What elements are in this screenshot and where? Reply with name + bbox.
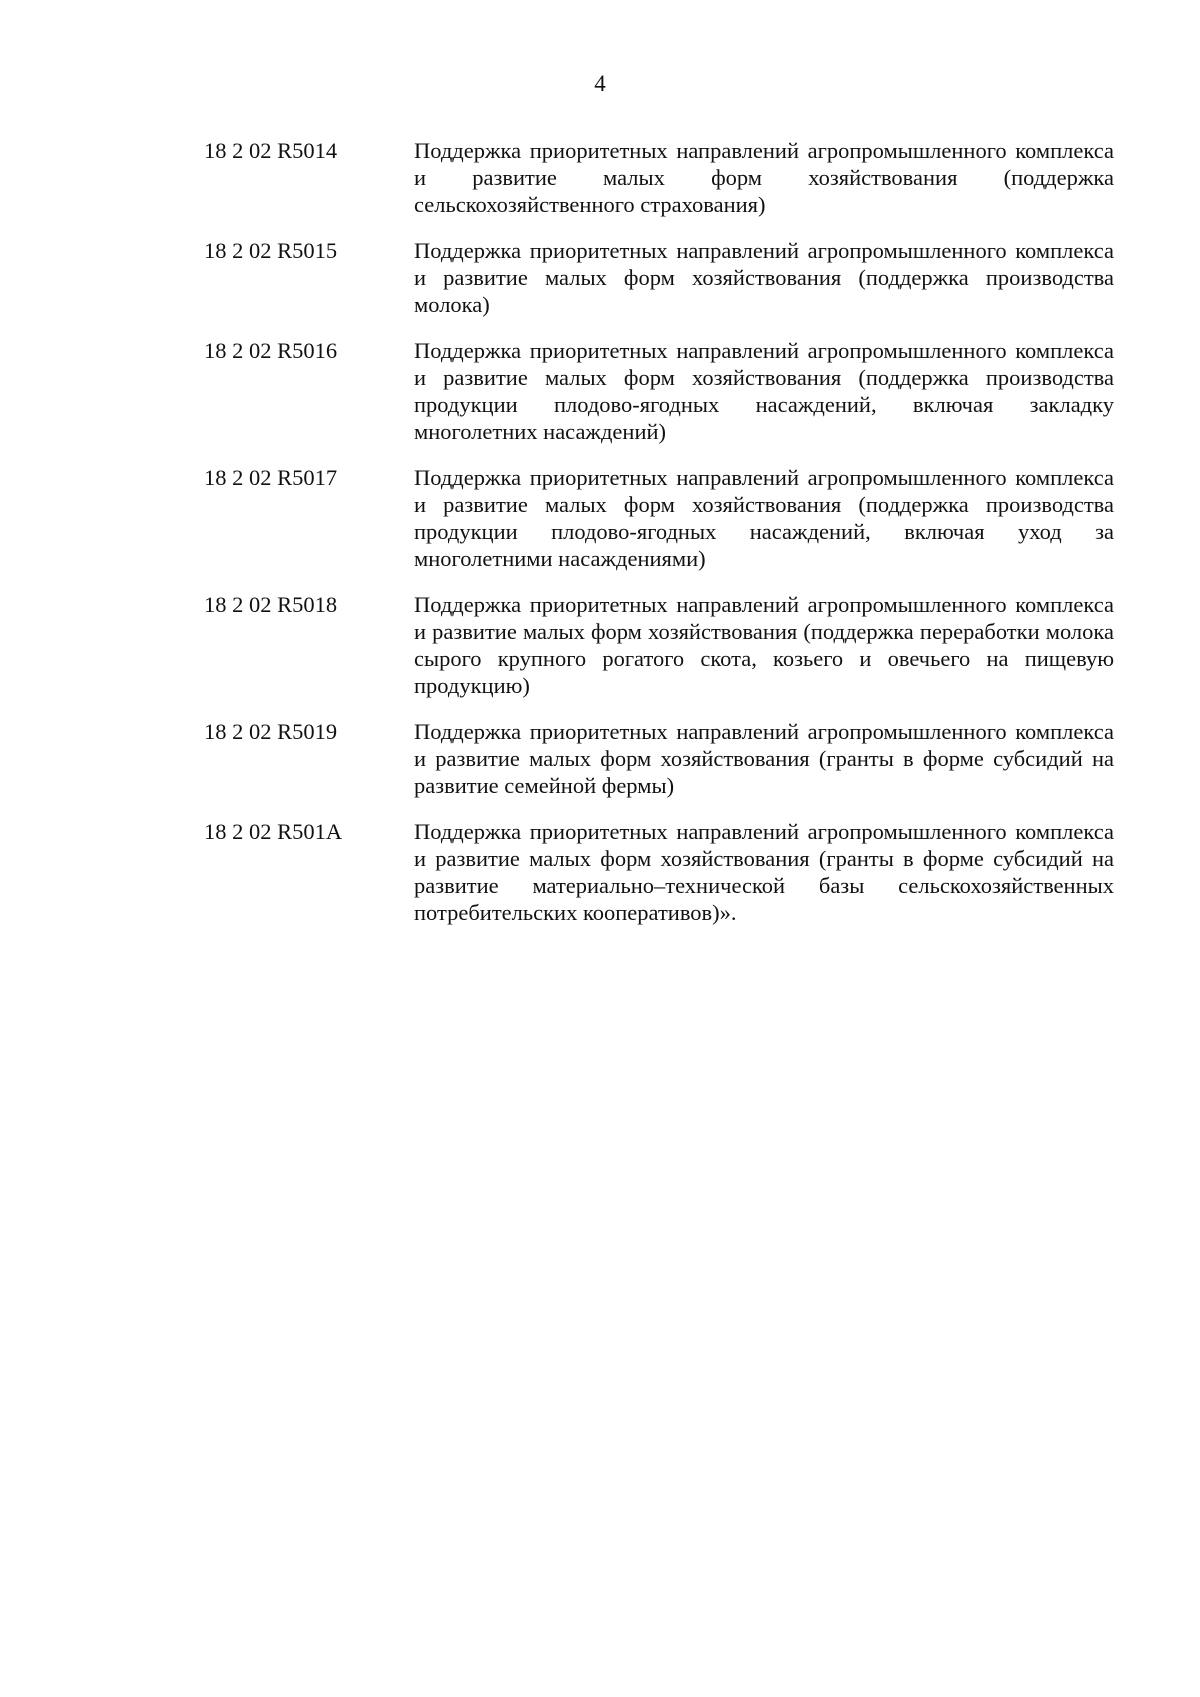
- budget-code: 18 2 02 R5019: [204, 719, 338, 744]
- budget-code-description: Поддержка приоритетных направлений агропромышленного комплекса и развитие малых форм хозяйствования (поддержка производства продукции плодово-ягодных насаждений, включая уход за многолетними насаждениями): [414, 465, 1114, 571]
- list-item: [204, 237, 1114, 318]
- budget-code: 18 2 02 R5016: [204, 338, 338, 363]
- budget-code: 18 2 02 R501A: [204, 819, 343, 844]
- budget-code-description: Поддержка приоритетных направлений агропромышленного комплекса и развитие малых форм хозяйствования (поддержка производства продукции плодово-ягодных насаждений, включая закладку многолетних насаждений): [414, 338, 1114, 444]
- budget-code-description: Поддержка приоритетных направлений агропромышленного комплекса и развитие малых форм хозяйствования (поддержка производства молока): [414, 238, 1114, 317]
- list-item: [204, 337, 1114, 445]
- page-number: 4: [594, 71, 606, 96]
- budget-code: 18 2 02 R5015: [204, 238, 338, 263]
- list-item: [204, 137, 1114, 218]
- budget-code-description: Поддержка приоритетных направлений агропромышленного комплекса и развитие малых форм хозяйствования (гранты в форме субсидий на развитие материально–технической базы сельскохозяйственных потребительских кооперативов)».: [414, 819, 1114, 925]
- budget-code-description: Поддержка приоритетных направлений агропромышленного комплекса и развитие малых форм хозяйствования (поддержка сельскохозяйственного страхования): [414, 138, 1114, 217]
- budget-code-description: Поддержка приоритетных направлений агропромышленного комплекса и развитие малых форм хозяйствования (поддержка переработки молока сырого крупного рогатого скота, козьего и овечьего на пищевую продукцию): [414, 592, 1114, 698]
- list-item: [204, 718, 1114, 799]
- list-item: [204, 591, 1114, 699]
- budget-code-list: [204, 137, 1114, 945]
- budget-code: 18 2 02 R5017: [204, 465, 338, 490]
- list-item: [204, 818, 1114, 926]
- budget-code: 18 2 02 R5014: [204, 138, 338, 163]
- budget-code: 18 2 02 R5018: [204, 592, 338, 617]
- list-item: [204, 464, 1114, 572]
- budget-code-description: Поддержка приоритетных направлений агропромышленного комплекса и развитие малых форм хозяйствования (гранты в форме субсидий на развитие семейной фермы): [414, 719, 1114, 798]
